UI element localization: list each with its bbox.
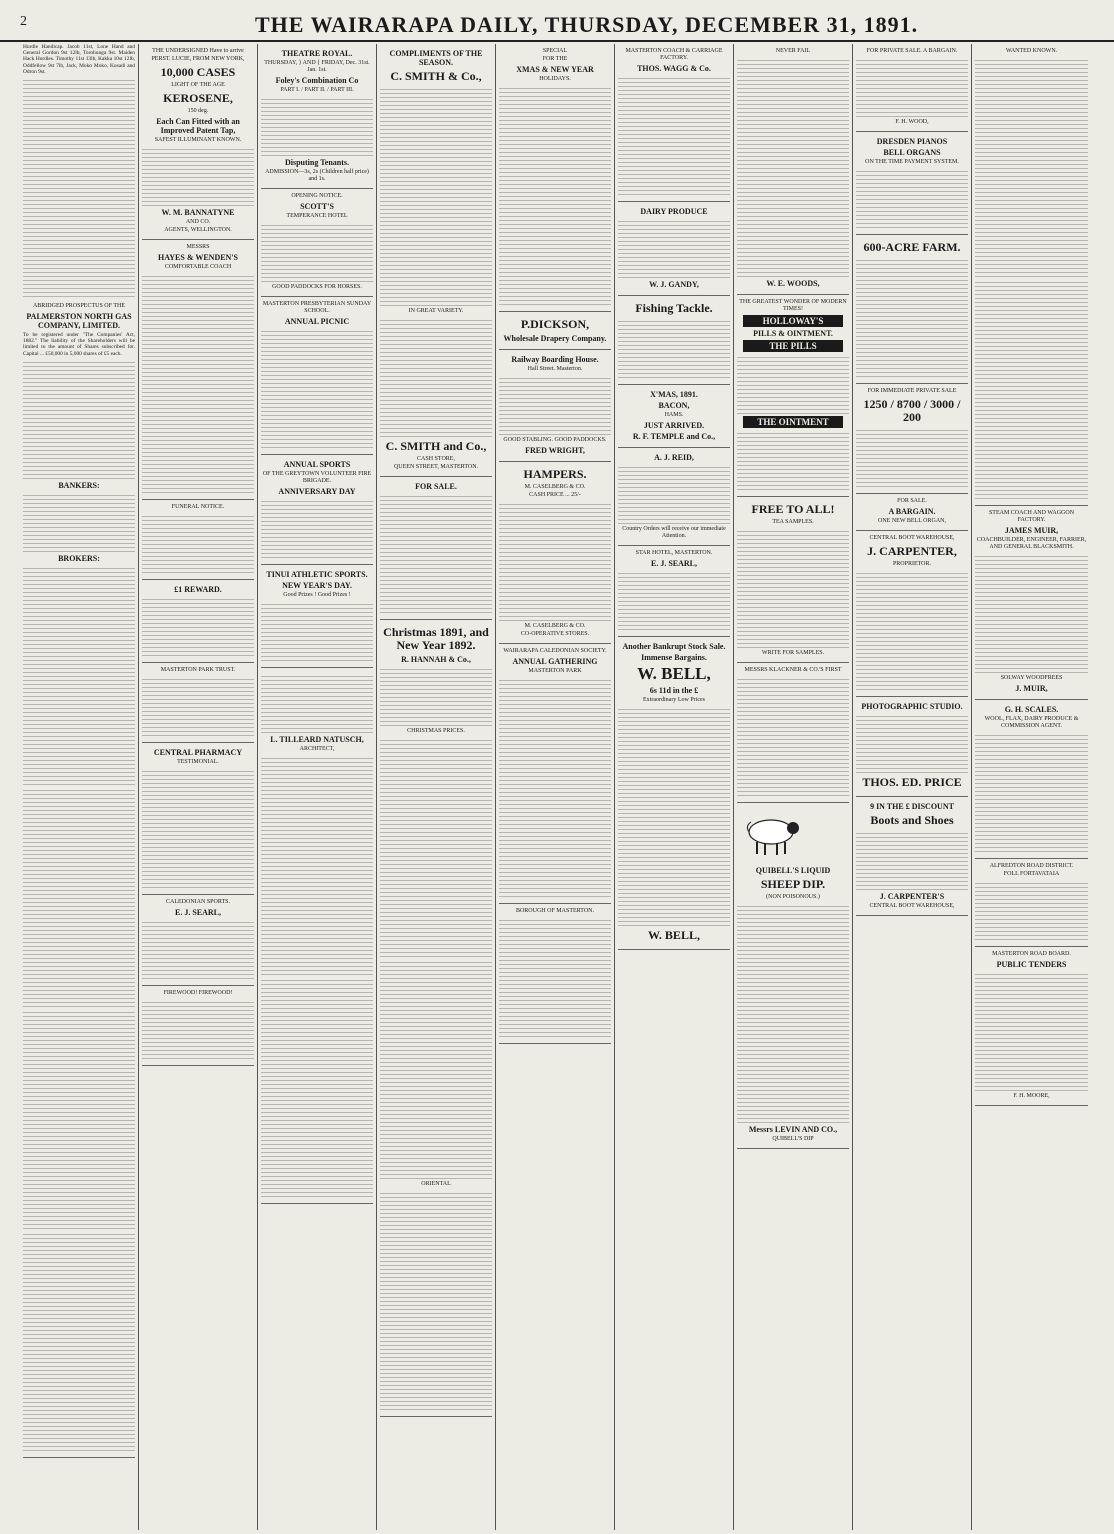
searl-heading-2: E. J. SEARL, — [650, 559, 697, 568]
coach-factory-heading: MASTERTON COACH & CARRIAGE FACTORY. — [625, 48, 723, 61]
wool-label: WOOL, FLAX, DAIRY PRODUCE & COMMISSION AGENT. — [984, 716, 1079, 729]
alfredton-ad — [975, 859, 1088, 947]
ad-from: PERST. LUCIE, FROM NEW YORK, — [151, 56, 245, 62]
text-block — [618, 75, 730, 195]
text-block — [499, 85, 611, 305]
queen-street: QUEEN STREET, MASTERTON. — [393, 464, 479, 470]
low-prices: Extraordinary Low Prices — [643, 697, 705, 703]
text-block — [261, 222, 373, 282]
railway-boarding-ad — [499, 350, 611, 462]
holloway-ad — [737, 295, 849, 497]
column-4 — [377, 44, 496, 1530]
theatre-ad — [261, 44, 373, 189]
text-block — [856, 168, 968, 228]
christmas-prices: CHRISTMAS PRICES. — [407, 728, 465, 734]
text-block — [380, 493, 492, 613]
bargain-heading: A BARGAIN. — [888, 507, 936, 516]
price-heading: 6s 11d in the £ — [649, 686, 699, 695]
pills-label: THE PILLS — [743, 340, 843, 352]
theatre-dates: THURSDAY, } AND { FRIDAY, Dec. 31st. Jan. 1st. — [264, 60, 370, 73]
text-block — [975, 971, 1088, 1091]
engineer-label: COACHBUILDER, ENGINEER, FARRIER, AND GENERAL BLACKSMITH. — [976, 537, 1087, 550]
photo-ad — [856, 697, 968, 797]
sale-numbers: 1250 / 8700 / 3000 / 200 — [863, 397, 961, 424]
cases-heading: 10,000 CASES — [160, 65, 236, 79]
for-sale-heading: FOR SALE. — [415, 482, 457, 491]
smith-ad — [380, 44, 492, 477]
scotts-heading: SCOTT'S — [300, 202, 334, 211]
wood-name: F. H. WOOD, — [895, 119, 929, 125]
caledonian-heading: CALEDONIAN SPORTS. — [166, 899, 230, 905]
temple-heading: R. F. TEMPLE and Co., — [632, 432, 716, 441]
text-block — [142, 273, 254, 493]
immediate-sale-ad — [856, 384, 968, 494]
text-block — [737, 676, 849, 796]
presbyterian-heading: MASTERTON PRESBYTERIAN SUNDAY SCHOOL. — [262, 301, 372, 314]
text-block — [380, 317, 492, 437]
bankers-heading: BANKERS: — [58, 480, 100, 490]
opening-notice: OPENING NOTICE. — [291, 193, 343, 199]
hannah-ad — [380, 620, 492, 1417]
masterton-park: MASTERTON PARK — [528, 668, 582, 674]
central-boot-2: CENTRAL BOOT WAREHOUSE, — [869, 903, 955, 909]
immediate-sale-heading: FOR IMMEDIATE PRIVATE SALE — [867, 388, 957, 394]
ointment-label: THE OINTMENT — [743, 416, 843, 428]
dairy-heading: DAIRY PRODUCE — [640, 207, 708, 216]
quibell-heading: QUIBELL'S LIQUID — [755, 866, 831, 876]
text-block — [380, 86, 492, 306]
columns — [20, 44, 1100, 1530]
text-block — [142, 596, 254, 656]
bell-heading: W. BELL, — [637, 664, 711, 683]
wanted-ads — [975, 44, 1088, 506]
text-block — [142, 676, 254, 736]
fishing-heading: Fishing Tackle. — [635, 301, 713, 315]
photo-heading: PHOTOGRAPHIC STUDIO. — [861, 702, 963, 711]
text-block — [23, 1231, 135, 1451]
park-trust-ad — [142, 663, 254, 743]
firewood-heading: FIREWOOD! FIREWOOD! — [163, 990, 233, 996]
text-block — [975, 279, 1088, 499]
star-hotel-heading: STAR HOTEL, MASTERTON. — [635, 550, 713, 556]
reward-ad — [142, 580, 254, 663]
klackner-heading: MESSRS KLACKNER & CO.'S FIRST — [744, 667, 842, 673]
column-2 — [139, 44, 258, 1530]
muir-heading: JAMES MUIR, — [1004, 526, 1059, 535]
brokers-heading: BROKERS: — [58, 553, 100, 563]
and-co: AND CO. — [185, 219, 211, 225]
solway-label: SOLWAY WOODFREES — [1000, 675, 1063, 681]
text-block — [856, 713, 968, 773]
testimonial-heading: TESTIMONIAL. — [177, 759, 219, 765]
annual-sports-heading: ANNUAL SPORTS — [283, 460, 351, 469]
organ-sale-ad — [856, 494, 968, 531]
disputing-heading: Disputing Tenants. — [284, 158, 350, 167]
text-block — [499, 677, 611, 897]
smith-heading-2: C. SMITH and Co., — [385, 439, 487, 453]
tinui-heading: TINUI ATHLETIC SPORTS. — [266, 570, 368, 579]
text-block — [618, 464, 730, 524]
column-8 — [853, 44, 972, 1530]
gandy-heading: W. J. GANDY, — [649, 280, 699, 289]
picnic-heading: ANNUAL PICNIC — [284, 317, 350, 326]
time-payment: ON THE TIME PAYMENT SYSTEM. — [865, 159, 959, 165]
holloway-sub: PILLS & OINTMENT. — [753, 329, 833, 338]
holloway-heading: HOLLOWAY'S — [743, 315, 843, 327]
column-5 — [496, 44, 615, 1530]
safest-illuminant: SAFEST ILLUMINANT KNOWN. — [154, 137, 242, 143]
free-heading: FREE TO ALL! — [751, 502, 835, 516]
hayes-wenden-ad — [142, 240, 254, 500]
hams-label: HAMS. — [664, 412, 684, 418]
temperance-heading: TEMPERANCE HOTEL — [286, 213, 348, 219]
proprietor-label: PROPRIETOR. — [892, 561, 932, 567]
special-label: SPECIAL — [542, 48, 568, 54]
text-block — [261, 673, 373, 733]
xmas-1891-heading: X'MAS, 1891. — [650, 390, 698, 399]
holloway-tagline: THE GREATEST WONDER OF MODERN TIMES! — [739, 299, 847, 312]
reward-heading: £1 REWARD. — [174, 585, 222, 594]
carpenter-heading-2: J. CARPENTER'S — [879, 892, 945, 901]
smith-heading: C. SMITH & Co., — [390, 69, 482, 83]
text-block — [975, 880, 1088, 940]
tea-samples: TEA SAMPLES. — [772, 519, 814, 525]
for-the-label: FOR THE — [542, 56, 568, 62]
coach-heading: COMFORTABLE COACH — [164, 264, 232, 270]
country-orders: Country Orders will receive our immediate Attention. — [622, 526, 726, 539]
never-fail-heading: NEVER FAIL — [775, 48, 811, 54]
bannatyne-heading: W. M. BANNATYNE — [161, 208, 235, 217]
reid-ad — [618, 448, 730, 546]
farm-ad — [856, 235, 968, 384]
text-block — [142, 999, 254, 1059]
good-stabling: GOOD STABLING. GOOD PADDOCKS. — [503, 437, 607, 443]
immense-bargains: Immense Bargains. — [641, 653, 707, 662]
wanted-heading: WANTED KNOWN. — [1005, 48, 1058, 54]
quibell-dip: QUIBELL'S DIP — [772, 1136, 814, 1143]
column-9 — [972, 44, 1091, 1530]
for-sale-ad — [380, 477, 492, 620]
private-sale-ad — [856, 44, 968, 132]
messrs: MESSRS — [186, 244, 210, 250]
text-block — [380, 737, 492, 957]
dickson-ad — [499, 312, 611, 350]
holidays-label: HOLIDAYS. — [539, 76, 571, 82]
text-block — [380, 666, 492, 726]
text-block — [23, 787, 135, 1007]
text-block — [737, 430, 849, 490]
gas-company-heading: PALMERSTON NORTH GAS COMPANY, LIMITED. — [26, 312, 132, 331]
text-block — [975, 553, 1088, 673]
text-block — [261, 755, 373, 975]
tea-ad — [737, 497, 849, 663]
text-block — [380, 959, 492, 1179]
scales-ad — [975, 700, 1088, 859]
column-1 — [20, 44, 139, 1530]
funeral-notice — [142, 500, 254, 580]
text-block — [856, 427, 968, 487]
newspaper-title: THE WAIRARAPA DAILY, THURSDAY, DECEMBER 31, 1891. — [255, 12, 919, 37]
scotts-hotel-ad — [261, 189, 373, 297]
text-block — [499, 501, 611, 621]
architect-sub: ARCHITECT, — [299, 746, 335, 752]
great-variety: IN GREAT VARIETY. — [408, 308, 464, 314]
pharmacy-heading: CENTRAL PHARMACY — [153, 748, 243, 757]
funeral-heading: FUNERAL NOTICE. — [171, 504, 225, 510]
scales-heading: G. H. SCALES. — [1004, 705, 1059, 714]
star-hotel-ad — [618, 546, 730, 637]
text-block — [856, 570, 968, 690]
text-block — [975, 732, 1088, 852]
acre-farm-heading: 600-ACRE FARM. — [863, 240, 961, 254]
prospectus-label: ABRIDGED PROSPECTUS OF THE — [32, 303, 126, 310]
xmas-new-year-heading: XMAS & NEW YEAR — [516, 65, 594, 74]
caledonian-gathering-ad — [499, 644, 611, 904]
cooperative-label: CO-OPERATIVE STORES. — [520, 631, 590, 637]
kerosene-ad — [142, 44, 254, 240]
boots-heading: Boots and Shoes — [870, 813, 954, 827]
wright-heading: FRED WRIGHT, — [525, 446, 585, 455]
foley-heading: Foley's Combination Co — [275, 76, 359, 85]
bankrupt-ad — [618, 637, 730, 950]
architect-heading: L. TILLEARD NATUSCH, — [270, 735, 364, 744]
annual-sports-ad — [261, 455, 373, 565]
cash-price: CASH PRICE ... 25/- — [529, 492, 581, 498]
text-block — [618, 218, 730, 278]
text-block — [737, 528, 849, 648]
wagg-heading: THOS. WAGG & Co. — [637, 64, 711, 73]
central-boot-ad — [856, 531, 968, 697]
architect-ad — [261, 668, 373, 1204]
text-block — [23, 77, 135, 297]
text-block — [261, 601, 373, 661]
hannah-heading: R. HANNAH & Co., — [401, 655, 471, 664]
caselberg-heading-2: M. CASELBERG & CO. — [524, 623, 586, 629]
christmas-heading: Christmas 1891, and New Year 1892. — [383, 625, 489, 652]
anniversary-heading: ANNIVERSARY DAY — [278, 487, 356, 496]
alfredton-heading: ALFREDTON ROAD DISTRICT. — [989, 863, 1074, 869]
hampers-heading: HAMPERS. — [523, 467, 587, 481]
borough-heading: BOROUGH OF MASTERTON. — [515, 908, 595, 914]
text-block — [23, 492, 135, 552]
light-of-age: LIGHT OF THE AGE — [171, 82, 225, 88]
muir-ad — [975, 506, 1088, 700]
bell-organs-heading: BELL ORGANS — [883, 148, 941, 157]
borough-ad — [499, 904, 611, 1044]
discount-heading: 9 IN THE £ DISCOUNT — [870, 802, 954, 811]
text-block — [261, 498, 373, 558]
pharmacy-ad — [142, 743, 254, 895]
masthead — [0, 0, 1114, 42]
park-trust-heading: MASTERTON PARK TRUST. — [160, 667, 236, 673]
steam-coach-heading: STEAM COACH AND WAGGON FACTORY. — [988, 510, 1075, 523]
ad-intro: THE UNDERSIGNED Have to arrive — [152, 48, 244, 54]
caledonian-ad — [142, 895, 254, 986]
for-sale-label: FOR SALE. — [897, 498, 927, 504]
woods-heading: W. E. WOODS, — [766, 279, 820, 288]
public-tenders: PUBLIC TENDERS — [996, 960, 1067, 969]
text-block — [618, 706, 730, 926]
dairy-ad — [618, 202, 730, 296]
text-block — [856, 257, 968, 377]
moore-name: F. H. MOORE, — [1013, 1093, 1050, 1099]
greytown-heading: OF THE GREYTOWN VOLUNTEER FIRE BRIGADE. — [262, 471, 372, 484]
text-block — [261, 977, 373, 1197]
sheep-icon — [737, 810, 807, 858]
text-block — [23, 565, 135, 785]
muir-heading-2: J. MUIR, — [1015, 684, 1048, 693]
tinui-ad — [261, 565, 373, 668]
theatre-heading: THEATRE ROYAL. — [281, 49, 353, 58]
klackner-ad — [737, 663, 849, 803]
society-heading: WAIRARAPA CALEDONIAN SOCIETY. — [503, 648, 607, 654]
sheep-dip-ad — [737, 803, 849, 1149]
text-block — [499, 375, 611, 435]
text-block — [737, 57, 849, 277]
race-entries: Hurdle Handicap. Jacob 11st, Lone Hand and General Gordon 9st 12lb, Torohunga 9st. Maiden Hack Hurdles. Timothy 11st 13lb, Kakka 10st 12lb, Oddfellow 9st 7lb, Jack, Moko Moko, Kosadi and Odron 9st. — [23, 44, 135, 75]
wholesale-heading: Wholesale Drapery Company. — [503, 334, 607, 343]
price-name-heading: THOS. ED. PRICE — [862, 775, 962, 789]
firewood-ad — [142, 986, 254, 1066]
text-block — [261, 328, 373, 448]
hayes-wenden-heading: HAYES & WENDEN'S — [157, 253, 239, 262]
railway-heading: Railway Boarding House. — [511, 355, 599, 364]
write-samples: WRITE FOR SAMPLES. — [761, 650, 825, 656]
prospectus-text: To be registered under "The Companies' Act, 1882." The liability of the Shareholders will be limited to the amount of Shares subscribed for. Capital ... £50,000 in 5,000 shares of £5 each. — [23, 332, 135, 357]
page-number: 2 — [20, 14, 27, 29]
text-block — [856, 830, 968, 890]
degree-text: 150 deg. — [187, 108, 209, 114]
text-block — [499, 917, 611, 1037]
text-block — [261, 96, 373, 156]
coach-factory-ad — [618, 44, 730, 202]
kerosene-heading: KEROSENE, — [163, 91, 233, 105]
caselberg-heading: M. CASELBERG & CO. — [524, 484, 586, 490]
bacon-heading: BACON, — [658, 401, 690, 410]
gas-company-prospectus — [23, 299, 135, 1458]
discount-ad — [856, 797, 968, 916]
bell-organ-label: ONE NEW BELL ORGAN, — [878, 518, 946, 524]
text-block — [975, 57, 1088, 277]
text-block — [856, 57, 968, 117]
admission-text: ADMISSION—3s, 2s (Children half price) and 1s. — [265, 169, 369, 182]
dresden-ad — [856, 132, 968, 235]
levin-heading: Messrs LEVIN AND CO., — [748, 1125, 838, 1135]
dickson-heading: P.DICKSON, — [520, 317, 590, 331]
foll-label: FOLL FORTAVATAIA — [1003, 871, 1060, 877]
text-block — [142, 919, 254, 979]
text-block — [737, 354, 849, 414]
text-block — [737, 903, 849, 1123]
column-3 — [258, 44, 377, 1530]
text-block — [142, 146, 254, 206]
cash-store: CASH STORE, — [417, 456, 455, 462]
text-block — [380, 1190, 492, 1410]
road-board-heading: MASTERTON ROAD BOARD. — [992, 951, 1071, 957]
carpenter-heading: J. CARPENTER, — [867, 544, 957, 558]
text-block — [618, 318, 730, 378]
searl-heading: E. J. SEARL, — [174, 908, 221, 917]
private-sale-heading: FOR PRIVATE SALE. A BARGAIN. — [866, 48, 958, 54]
picnic-ad — [261, 297, 373, 455]
hall-street: Hall Street. Masterton. — [527, 366, 583, 372]
special-xmas-ad — [499, 44, 611, 312]
fishing-ad — [618, 296, 730, 385]
text-block — [142, 513, 254, 573]
hampers-ad — [499, 462, 611, 644]
program-parts: PART I. / PART II. / PART III. — [280, 87, 354, 93]
xmas-bacon-ad — [618, 385, 730, 448]
patent-tap-text: Each Can Fitted with an Improved Patent Tap, — [156, 117, 240, 135]
arrived-heading: JUST ARRIVED. — [643, 421, 705, 430]
central-boot-heading: CENTRAL BOOT WAREHOUSE, — [869, 535, 955, 541]
good-prizes: Good Prizes ! Good Prizes ! — [283, 592, 351, 598]
sheep-dip-heading: SHEEP DIP. — [760, 877, 826, 892]
agents-text: AGENTS, WELLINGTON. — [164, 227, 232, 233]
bankrupt-heading: Another Bankrupt Stock Sale. — [622, 642, 726, 651]
text-block — [23, 359, 135, 479]
paddocks-text: GOOD PADDOCKS FOR HORSES. — [272, 284, 362, 290]
never-fail-ad — [737, 44, 849, 295]
non-poisonous: (NON POISONOUS.) — [766, 894, 820, 901]
bell-heading-2: W. BELL, — [648, 928, 700, 942]
text-block — [142, 768, 254, 888]
gathering-heading: ANNUAL GATHERING — [512, 657, 598, 666]
reid-heading: A. J. REID, — [654, 453, 694, 462]
text-block — [618, 570, 730, 630]
road-board-ad — [975, 947, 1088, 1106]
column-6 — [615, 44, 734, 1530]
new-years-day-heading: NEW YEAR'S DAY. — [282, 581, 352, 590]
oriental-label: ORIENTAL — [421, 1181, 451, 1187]
text-block — [23, 1009, 135, 1229]
compliments-heading: COMPLIMENTS OF THE SEASON. — [389, 49, 483, 67]
dresden-heading: DRESDEN PIANOS — [876, 137, 948, 146]
column-7 — [734, 44, 853, 1530]
